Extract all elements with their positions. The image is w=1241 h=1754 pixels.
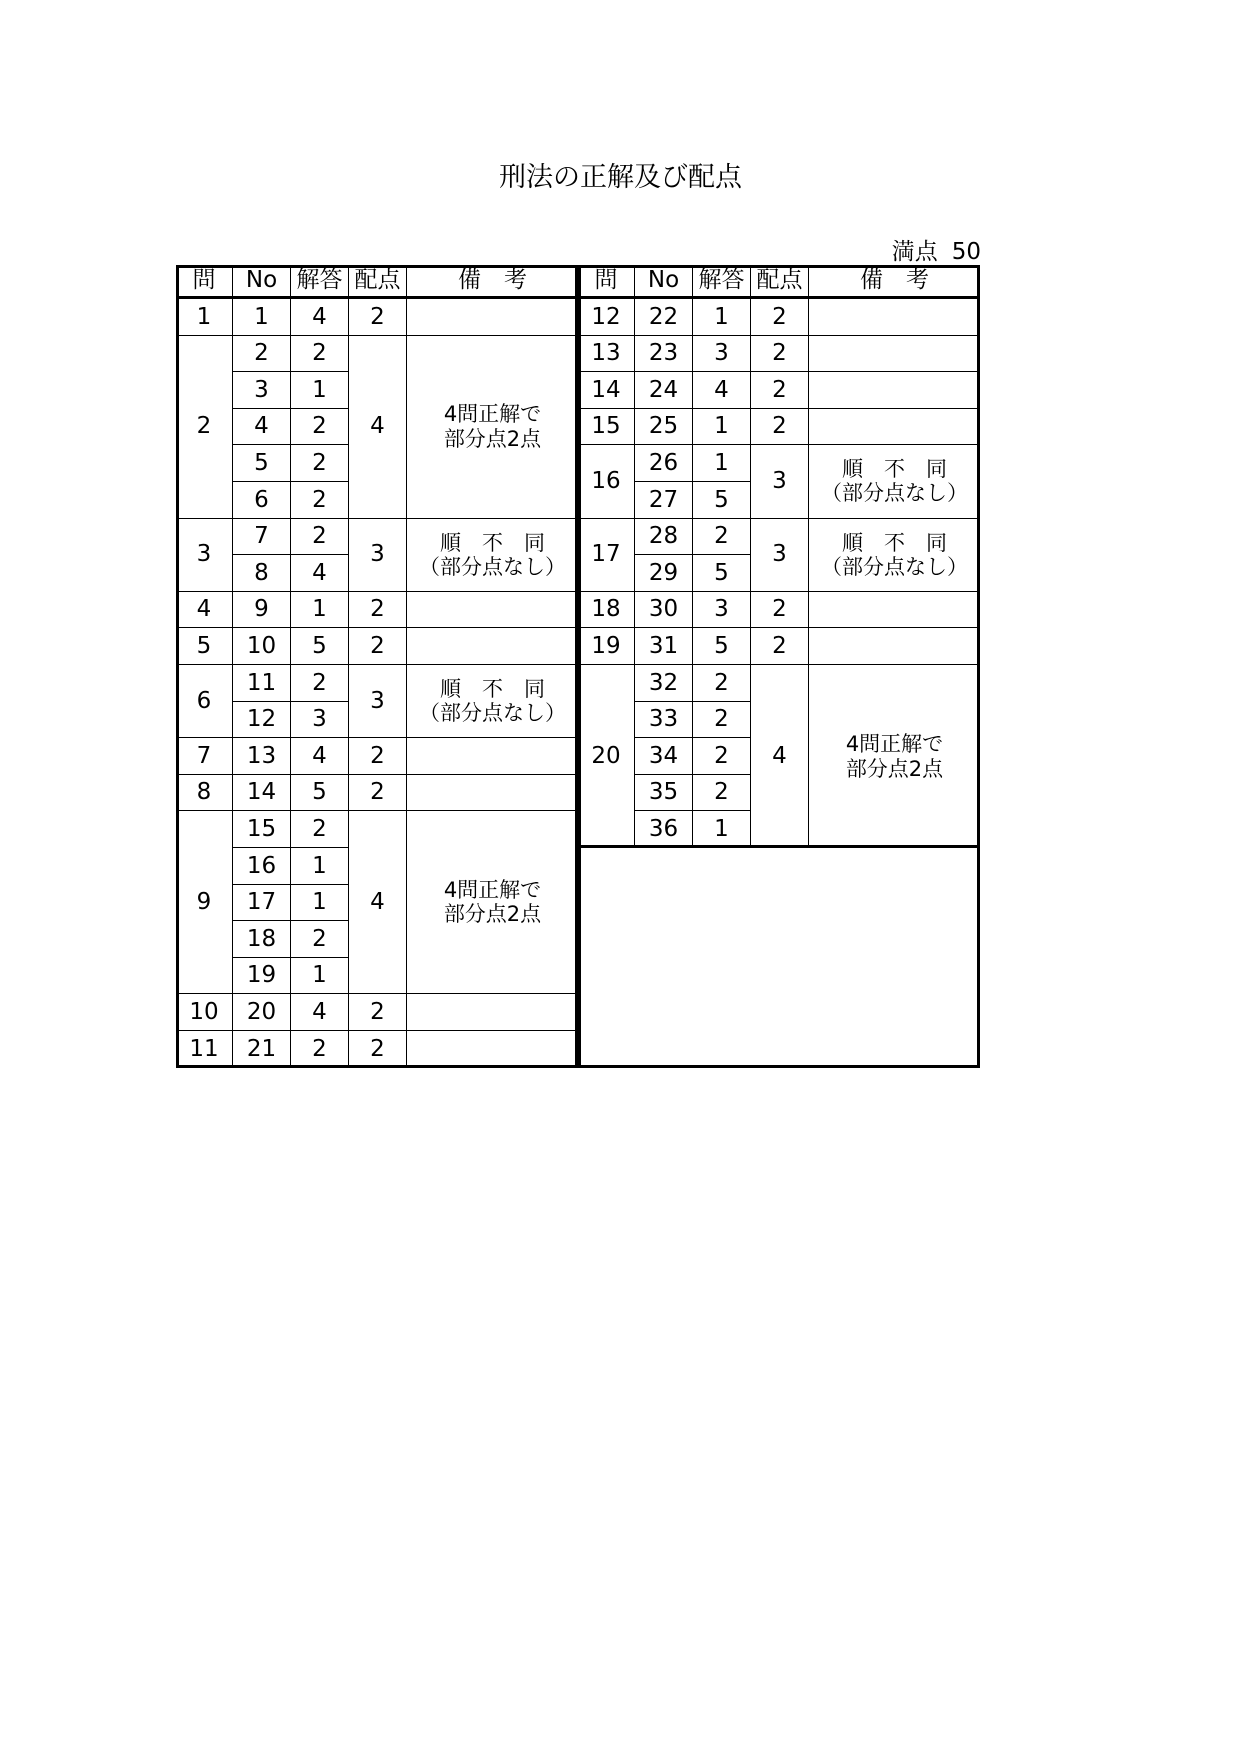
header-remarks: 備 考 (809, 265, 980, 299)
remarks (809, 372, 980, 409)
item-number: 1 (233, 299, 291, 336)
header-answer: 解答 (291, 265, 349, 299)
item-number: 19 (233, 958, 291, 995)
item-number: 9 (233, 592, 291, 629)
answer: 1 (291, 958, 349, 995)
points: 3 (751, 445, 809, 518)
answer: 4 (291, 994, 349, 1031)
question-number: 18 (578, 592, 635, 629)
points: 3 (349, 519, 407, 592)
answer: 2 (291, 482, 349, 519)
answer: 1 (693, 811, 751, 848)
points: 4 (349, 336, 407, 519)
remarks: 4問正解で 部分点2点 (407, 811, 578, 994)
question-number: 11 (176, 1031, 233, 1068)
item-number: 30 (635, 592, 693, 629)
points: 3 (751, 519, 809, 592)
answer: 2 (291, 921, 349, 958)
points: 2 (751, 592, 809, 629)
item-number: 12 (233, 702, 291, 739)
item-number: 3 (233, 372, 291, 409)
answer: 2 (291, 519, 349, 556)
question-number: 6 (176, 665, 233, 738)
question-number: 20 (578, 665, 635, 848)
item-number: 36 (635, 811, 693, 848)
answer: 1 (291, 372, 349, 409)
remarks: 4問正解で 部分点2点 (407, 336, 578, 519)
question-number: 9 (176, 811, 233, 994)
answer: 2 (693, 775, 751, 812)
remarks (809, 336, 980, 373)
header-item-number: No (635, 265, 693, 299)
item-number: 14 (233, 775, 291, 812)
answer: 3 (693, 592, 751, 629)
item-number: 8 (233, 555, 291, 592)
full-score-label: 満点 (891, 239, 938, 265)
question-number: 14 (578, 372, 635, 409)
points: 2 (751, 336, 809, 373)
answer: 2 (291, 811, 349, 848)
answer: 2 (291, 336, 349, 373)
remarks: 4問正解で 部分点2点 (845, 732, 944, 781)
remarks (407, 628, 578, 665)
points: 4 (349, 811, 407, 994)
points: 2 (349, 299, 407, 336)
answer: 5 (693, 555, 751, 592)
header-question-number: 問 (578, 265, 635, 299)
item-number: 6 (233, 482, 291, 519)
item-number: 24 (635, 372, 693, 409)
answer: 5 (291, 628, 349, 665)
question-number: 10 (176, 994, 233, 1031)
header-item-number: No (233, 265, 291, 299)
points: 3 (349, 665, 407, 738)
header-answer: 解答 (693, 265, 751, 299)
item-number: 10 (233, 628, 291, 665)
remarks: 順 不 同 （部分点なし） (809, 445, 980, 518)
item-number: 28 (635, 519, 693, 556)
answer: 1 (693, 445, 751, 482)
item-number: 31 (635, 628, 693, 665)
item-number: 18 (233, 921, 291, 958)
points: 2 (349, 592, 407, 629)
question-number: 4 (176, 592, 233, 629)
remarks (407, 738, 578, 775)
item-number: 20 (233, 994, 291, 1031)
points: 4 (751, 665, 809, 848)
remarks (809, 592, 980, 629)
question-number: 19 (578, 628, 635, 665)
item-number: 15 (233, 811, 291, 848)
item-number: 29 (635, 555, 693, 592)
answer: 2 (291, 409, 349, 446)
full-score (892, 233, 981, 266)
item-number: 7 (233, 519, 291, 556)
answer: 2 (291, 1031, 349, 1068)
question-number: 1 (176, 299, 233, 336)
points: 2 (751, 628, 809, 665)
answer: 4 (693, 372, 751, 409)
item-number: 25 (635, 409, 693, 446)
points: 2 (751, 299, 809, 336)
full-score-value: 50 (951, 239, 981, 265)
blank-area (578, 845, 980, 1068)
item-number: 16 (233, 848, 291, 885)
page-title: 刑法の正解及び配点 (499, 162, 742, 193)
answer: 3 (693, 336, 751, 373)
answer: 1 (291, 848, 349, 885)
item-number: 34 (635, 738, 693, 775)
answer: 5 (291, 775, 349, 812)
question-number: 2 (176, 336, 233, 519)
item-number: 33 (635, 702, 693, 739)
remarks (407, 775, 578, 812)
points: 2 (349, 1031, 407, 1068)
item-number: 11 (233, 665, 291, 702)
answer: 2 (291, 665, 349, 702)
answer: 2 (693, 738, 751, 775)
remarks (407, 592, 578, 629)
question-number: 8 (176, 775, 233, 812)
item-number: 27 (635, 482, 693, 519)
remarks (809, 628, 980, 665)
remarks: 順 不 同 （部分点なし） (407, 519, 578, 592)
remarks: 順 不 同 （部分点なし） (407, 665, 578, 738)
answer: 3 (291, 702, 349, 739)
item-number: 32 (635, 665, 693, 702)
header-question-number: 問 (176, 265, 233, 299)
answer: 2 (693, 665, 751, 702)
answer-table-right (578, 265, 980, 848)
points: 2 (349, 738, 407, 775)
remarks (407, 1031, 578, 1068)
item-number: 26 (635, 445, 693, 482)
answer-table-left (176, 265, 578, 1068)
answer: 5 (693, 628, 751, 665)
answer: 1 (291, 592, 349, 629)
question-number: 17 (578, 519, 635, 592)
points: 2 (751, 409, 809, 446)
answer: 2 (693, 519, 751, 556)
answer: 4 (291, 738, 349, 775)
item-number: 22 (635, 299, 693, 336)
header-points: 配点 (349, 265, 407, 299)
remarks (809, 409, 980, 446)
answer: 4 (291, 299, 349, 336)
question-number: 12 (578, 299, 635, 336)
points: 2 (349, 628, 407, 665)
points: 2 (751, 372, 809, 409)
question-number: 16 (578, 445, 635, 518)
item-number: 17 (233, 885, 291, 922)
remarks: 順 不 同 （部分点なし） (809, 519, 980, 592)
points: 2 (349, 775, 407, 812)
item-number: 21 (233, 1031, 291, 1068)
question-number: 7 (176, 738, 233, 775)
question-number: 5 (176, 628, 233, 665)
remarks (407, 994, 578, 1031)
answer: 5 (693, 482, 751, 519)
answer: 1 (291, 885, 349, 922)
answer: 2 (291, 445, 349, 482)
answer: 2 (693, 702, 751, 739)
answer: 4 (291, 555, 349, 592)
answer: 1 (693, 299, 751, 336)
question-number: 13 (578, 336, 635, 373)
item-number: 13 (233, 738, 291, 775)
question-number: 3 (176, 519, 233, 592)
remarks (809, 299, 980, 336)
header-points: 配点 (751, 265, 809, 299)
item-number: 4 (233, 409, 291, 446)
question-number: 15 (578, 409, 635, 446)
item-number: 35 (635, 775, 693, 812)
points: 2 (349, 994, 407, 1031)
item-number: 5 (233, 445, 291, 482)
header-remarks: 備 考 (407, 265, 578, 299)
item-number: 23 (635, 336, 693, 373)
remarks (407, 299, 578, 336)
item-number: 2 (233, 336, 291, 373)
answer: 1 (693, 409, 751, 446)
